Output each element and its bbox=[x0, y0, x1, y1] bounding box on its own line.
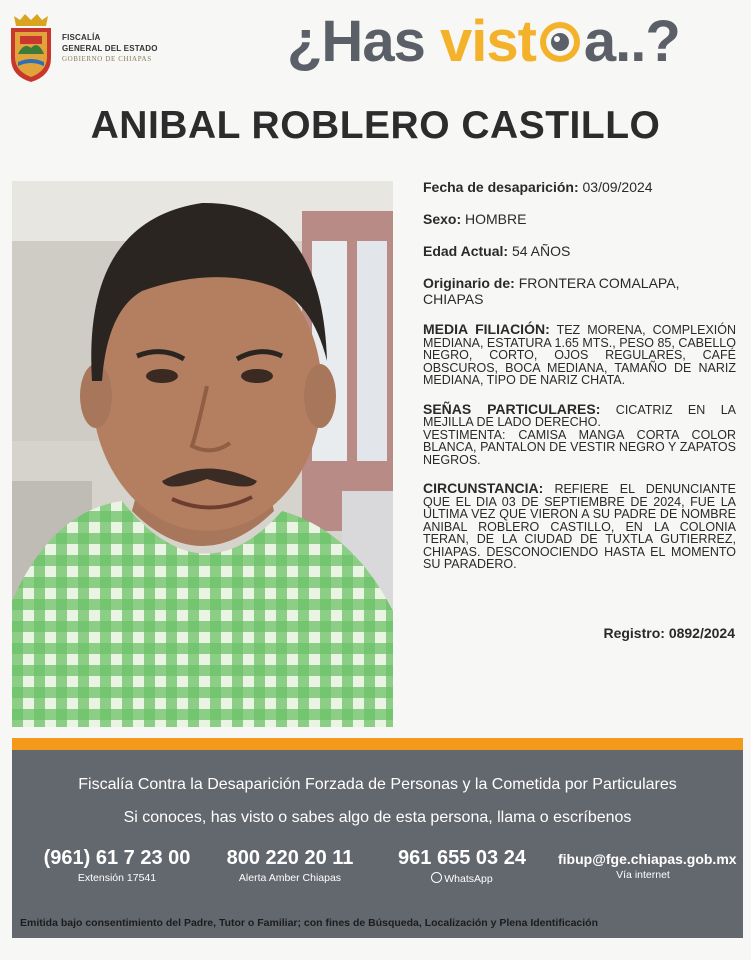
amber-alert-label: Alerta Amber Chiapas bbox=[238, 872, 342, 884]
whatsapp-label-row bbox=[392, 872, 532, 885]
agency-name-line3: GOBIERNO DE CHIAPAS bbox=[62, 55, 152, 63]
eye-icon bbox=[537, 6, 583, 86]
circumstance-value: REFIERE EL DENUNCIANTE QUE EL DIA 03 DE SEPTIEMBRE DE 2024, FUE LA ULTIMA VEZ QUE VIERON A SU PADRE DE NOMBRE ANIBAL ROBLERO CASTILLO, EN LA COLONIA TERAN, DE LA CIUDAD DE TUXTLA GUTIERREZ, CHIAPAS. DESCONOCIENDO HASTA EL MOMENTO SU PARADERO. bbox=[423, 482, 736, 571]
clothing-value: CAMISA MANGA CORTA COLOR BLANCA, PANTALON DE VESTIR NEGRO Y ZAPATOS NEGROS. bbox=[423, 427, 736, 467]
agency-name bbox=[62, 32, 158, 65]
phone-number[interactable]: (961) 61 7 23 00 bbox=[43, 847, 191, 869]
slogan-part1: ¿Has bbox=[287, 9, 440, 74]
whatsapp-label: WhatsApp bbox=[444, 873, 493, 885]
registration-value: 0892/2024 bbox=[668, 625, 735, 641]
email-label: Vía internet bbox=[616, 869, 670, 881]
contact-footer bbox=[12, 750, 743, 938]
agency-name-line2: GENERAL DEL ESTADO bbox=[62, 44, 158, 53]
contact-amber-alert bbox=[220, 847, 360, 884]
has-visto-slogan bbox=[287, 2, 680, 86]
email-address[interactable]: fibup@fge.chiapas.gob.mx bbox=[558, 851, 737, 867]
sex bbox=[423, 211, 736, 227]
contact-phone-main bbox=[42, 847, 192, 884]
physical-description bbox=[423, 323, 736, 387]
state-coat-of-arms-logo bbox=[6, 10, 56, 84]
circumstance bbox=[423, 482, 736, 571]
amber-alert-number[interactable]: 800 220 20 11 bbox=[226, 847, 354, 869]
distinguishing-marks-value: CICATRIZ EN LA MEJILLA DE LADO DERECHO. bbox=[423, 402, 736, 429]
whatsapp-number[interactable]: 961 655 03 24 bbox=[398, 847, 526, 869]
distinguishing-marks bbox=[423, 400, 736, 429]
registration-label: Registro: bbox=[603, 625, 665, 641]
disappearance-date-label: Fecha de desaparición: bbox=[423, 179, 579, 195]
clothing bbox=[423, 429, 736, 467]
disappearance-date bbox=[423, 179, 736, 195]
person-details bbox=[423, 179, 736, 587]
origin-label: Originario de: bbox=[423, 275, 515, 291]
origin bbox=[423, 275, 736, 307]
consent-note: Emitida bajo consentimiento del Padre, Tutor o Familiar; con fines de Búsqueda, Localización y Plena Identificación bbox=[20, 917, 598, 929]
person-photo bbox=[12, 181, 393, 727]
disappearance-date-value: 03/09/2024 bbox=[582, 179, 653, 195]
slogan-part2: vist bbox=[439, 9, 536, 74]
footer-title: Fiscalía Contra la Desaparición Forzada de Personas y la Cometida por Particulares bbox=[78, 776, 677, 793]
origin-value: FRONTERA COMALAPA, CHIAPAS bbox=[423, 275, 680, 307]
sex-value: HOMBRE bbox=[465, 211, 527, 227]
slogan-part3: a..? bbox=[583, 9, 680, 74]
person-name: ANIBAL ROBLERO CASTILLO bbox=[90, 104, 661, 147]
physical-description-label: MEDIA FILIACIÓN: bbox=[423, 321, 550, 337]
distinguishing-marks-label: SEÑAS PARTICULARES: bbox=[423, 400, 601, 417]
contact-whatsapp bbox=[392, 847, 532, 885]
age-value: 54 AÑOS bbox=[511, 243, 571, 259]
contact-email bbox=[558, 847, 737, 881]
footer-subtitle: Si conoces, has visto o sabes algo de esta persona, llama o escríbenos bbox=[123, 809, 632, 826]
phone-extension: Extensión 17541 bbox=[77, 872, 157, 884]
registration-number bbox=[603, 625, 735, 641]
whatsapp-icon bbox=[431, 872, 442, 883]
sex-label: Sexo: bbox=[423, 211, 462, 227]
clothing-label: VESTIMENTA: bbox=[423, 427, 506, 442]
circumstance-label: CIRCUNSTANCIA: bbox=[423, 480, 544, 496]
age-label: Edad Actual: bbox=[423, 243, 509, 259]
agency-name-line1: FISCALÍA bbox=[62, 33, 101, 42]
physical-description-value: TEZ MORENA, COMPLEXIÓN MEDIANA, ESTATURA 1.65 MTS., PESO 85, CABELLO NEGRO, CORTO, OJOS REGULARES, CAFÉ OBSCUROS, BOCA MEDIANA, TAMAÑO DE NARIZ MEDIANA, TIPO DE NARIZ CHATA. bbox=[423, 323, 736, 387]
orange-divider bbox=[12, 738, 743, 750]
age bbox=[423, 243, 736, 259]
